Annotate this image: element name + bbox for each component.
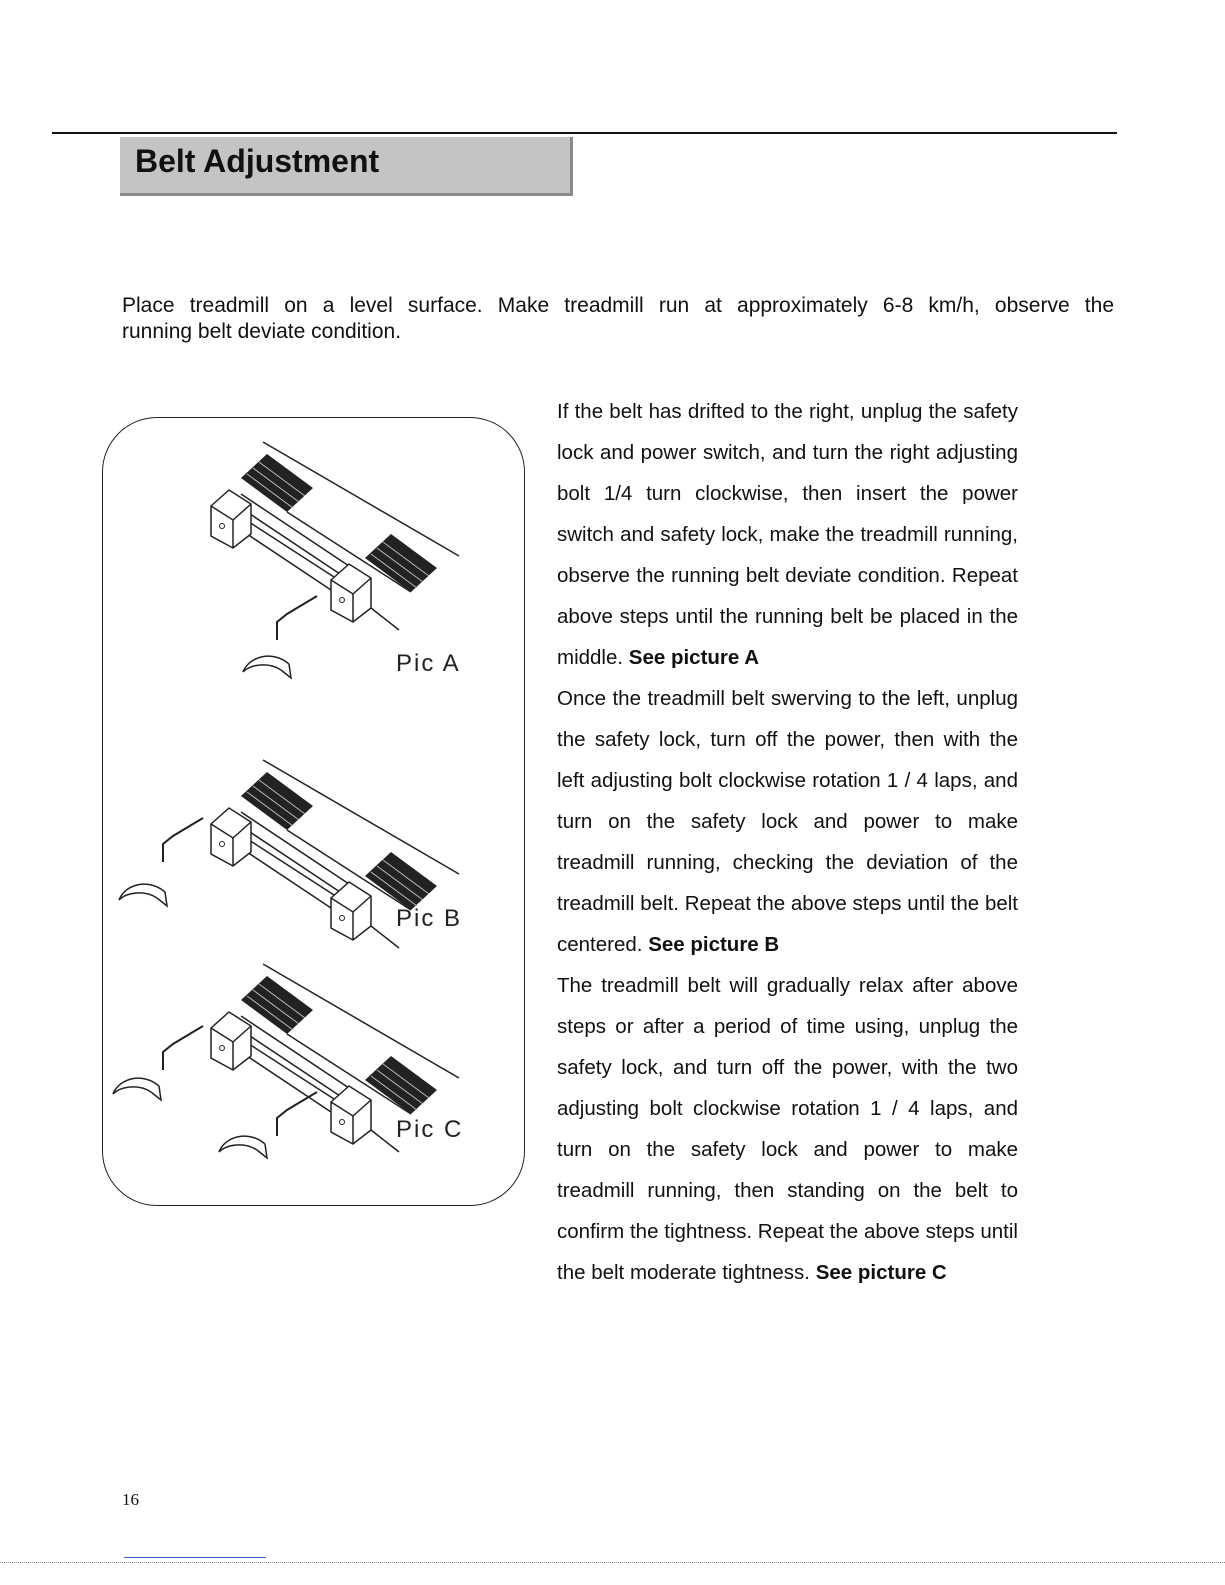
pic-c-label: Pic C bbox=[396, 1116, 464, 1143]
pic-a-illustration bbox=[211, 442, 459, 678]
instruction-b-text: Once the treadmill belt swerving to the left, unplug the safety lock, turn off the power, then with the left adjusting bolt clockwise rotation 1 / 4 laps, and turn on the safety lock and power to make treadmill running, checking the deviation of the treadmill belt. Repeat the above steps until the belt centered. bbox=[557, 687, 1018, 956]
pic-a-label: Pic A bbox=[396, 650, 461, 677]
intro-line-1: Place treadmill on a level surface. Make treadmill run at approximately 6-8 km/h, observe the bbox=[122, 294, 1114, 317]
instruction-b-ref: See picture B bbox=[648, 933, 780, 956]
section-title-box bbox=[120, 137, 573, 196]
pic-b-label: Pic B bbox=[396, 905, 463, 932]
footer-dotted-rule bbox=[0, 1562, 1225, 1563]
instruction-a bbox=[557, 391, 1018, 678]
intro-line-2: running belt deviate condition. bbox=[122, 320, 402, 343]
footer-link-underline bbox=[124, 1557, 266, 1558]
page-title: Belt Adjustment bbox=[135, 143, 380, 179]
instruction-a-text: If the belt has drifted to the right, unplug the safety lock and power switch, and turn the right adjusting bolt 1/4 turn clockwise, then insert the power switch and safety lock, make the treadmill running, observe the running belt deviate condition. Repeat above steps until the running belt be placed in the middle. bbox=[557, 400, 1018, 669]
instruction-c bbox=[557, 965, 1018, 1293]
instructions-column bbox=[557, 391, 1018, 1293]
instruction-a-ref: See picture A bbox=[628, 646, 760, 669]
belt-adjustment-figure bbox=[102, 417, 525, 1206]
header-rule bbox=[52, 132, 1117, 134]
intro-paragraph bbox=[122, 293, 1114, 345]
instruction-b bbox=[557, 678, 1018, 965]
page-number: 16 bbox=[122, 1490, 139, 1509]
instruction-c-text: The treadmill belt will gradually relax after above steps or after a period of time using, unplug the safety lock, and turn off the power, with the two adjusting bolt clockwise rotation 1 / 4 laps, and turn on the safety lock and power to make treadmill running, then standing on the belt to confirm the tightness. Repeat the above steps until the belt moderate tightness. bbox=[557, 974, 1018, 1284]
instruction-c-ref: See picture C bbox=[815, 1261, 947, 1284]
treadmill-illustration bbox=[103, 418, 526, 1207]
